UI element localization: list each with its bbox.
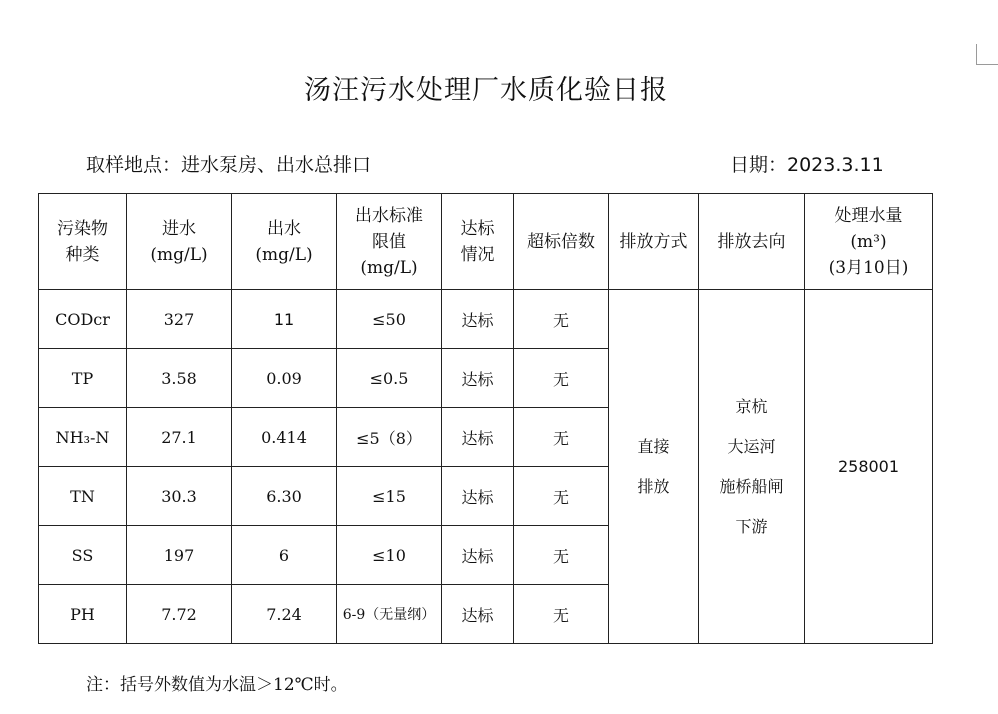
exceed-cell: 无	[514, 408, 609, 467]
outflow-cell: 6	[232, 526, 337, 585]
inflow-cell: 197	[127, 526, 232, 585]
outflow-cell: 7.24	[232, 585, 337, 644]
standard-cell: ≤0.5	[337, 349, 442, 408]
pollutant-cell: NH₃-N	[39, 408, 127, 467]
header-discharge-dest: 排放去向	[699, 194, 805, 290]
outflow-cell: 11	[232, 290, 337, 349]
table-row	[39, 290, 933, 349]
exceed-cell: 无	[514, 290, 609, 349]
volume-cell: 258001	[805, 290, 933, 644]
pollutant-cell: PH	[39, 585, 127, 644]
page-corner-mark	[976, 44, 998, 65]
standard-cell: ≤5（8）	[337, 408, 442, 467]
footnote: 注：括号外数值为水温＞12℃时。	[86, 675, 348, 695]
standard-cell: ≤10	[337, 526, 442, 585]
water-quality-table	[38, 193, 933, 644]
inflow-cell: 30.3	[127, 467, 232, 526]
outflow-cell: 6.30	[232, 467, 337, 526]
header-exceed: 超标倍数	[514, 194, 609, 290]
pollutant-cell: TP	[39, 349, 127, 408]
standard-cell: ≤15	[337, 467, 442, 526]
compliance-cell: 达标	[442, 290, 514, 349]
pollutant-cell: SS	[39, 526, 127, 585]
header-outflow: 出水 (mg/L)	[232, 194, 337, 290]
pollutant-cell: CODcr	[39, 290, 127, 349]
report-date: 日期：2023.3.11	[730, 154, 884, 176]
compliance-cell: 达标	[442, 526, 514, 585]
inflow-cell: 3.58	[127, 349, 232, 408]
report-title: 汤汪污水处理厂水质化验日报	[304, 75, 668, 106]
inflow-cell: 7.72	[127, 585, 232, 644]
header-compliance: 达标 情况	[442, 194, 514, 290]
header-row	[39, 194, 933, 290]
exceed-cell: 无	[514, 467, 609, 526]
inflow-cell: 327	[127, 290, 232, 349]
header-discharge-method: 排放方式	[609, 194, 699, 290]
compliance-cell: 达标	[442, 408, 514, 467]
compliance-cell: 达标	[442, 349, 514, 408]
exceed-cell: 无	[514, 526, 609, 585]
header-standard: 出水标准 限值 (mg/L)	[337, 194, 442, 290]
discharge-dest-cell: 京杭 大运河 施桥船闸 下游	[699, 290, 805, 644]
header-volume: 处理水量 (m³) (3月10日)	[805, 194, 933, 290]
exceed-cell: 无	[514, 349, 609, 408]
discharge-method-cell: 直接 排放	[609, 290, 699, 644]
standard-cell: 6-9（无量纲）	[337, 585, 442, 644]
compliance-cell: 达标	[442, 467, 514, 526]
inflow-cell: 27.1	[127, 408, 232, 467]
header-inflow: 进水 (mg/L)	[127, 194, 232, 290]
exceed-cell: 无	[514, 585, 609, 644]
header-pollutant: 污染物 种类	[39, 194, 127, 290]
pollutant-cell: TN	[39, 467, 127, 526]
standard-cell: ≤50	[337, 290, 442, 349]
compliance-cell: 达标	[442, 585, 514, 644]
outflow-cell: 0.414	[232, 408, 337, 467]
outflow-cell: 0.09	[232, 349, 337, 408]
sampling-location: 取样地点：进水泵房、出水总排口	[86, 154, 372, 176]
